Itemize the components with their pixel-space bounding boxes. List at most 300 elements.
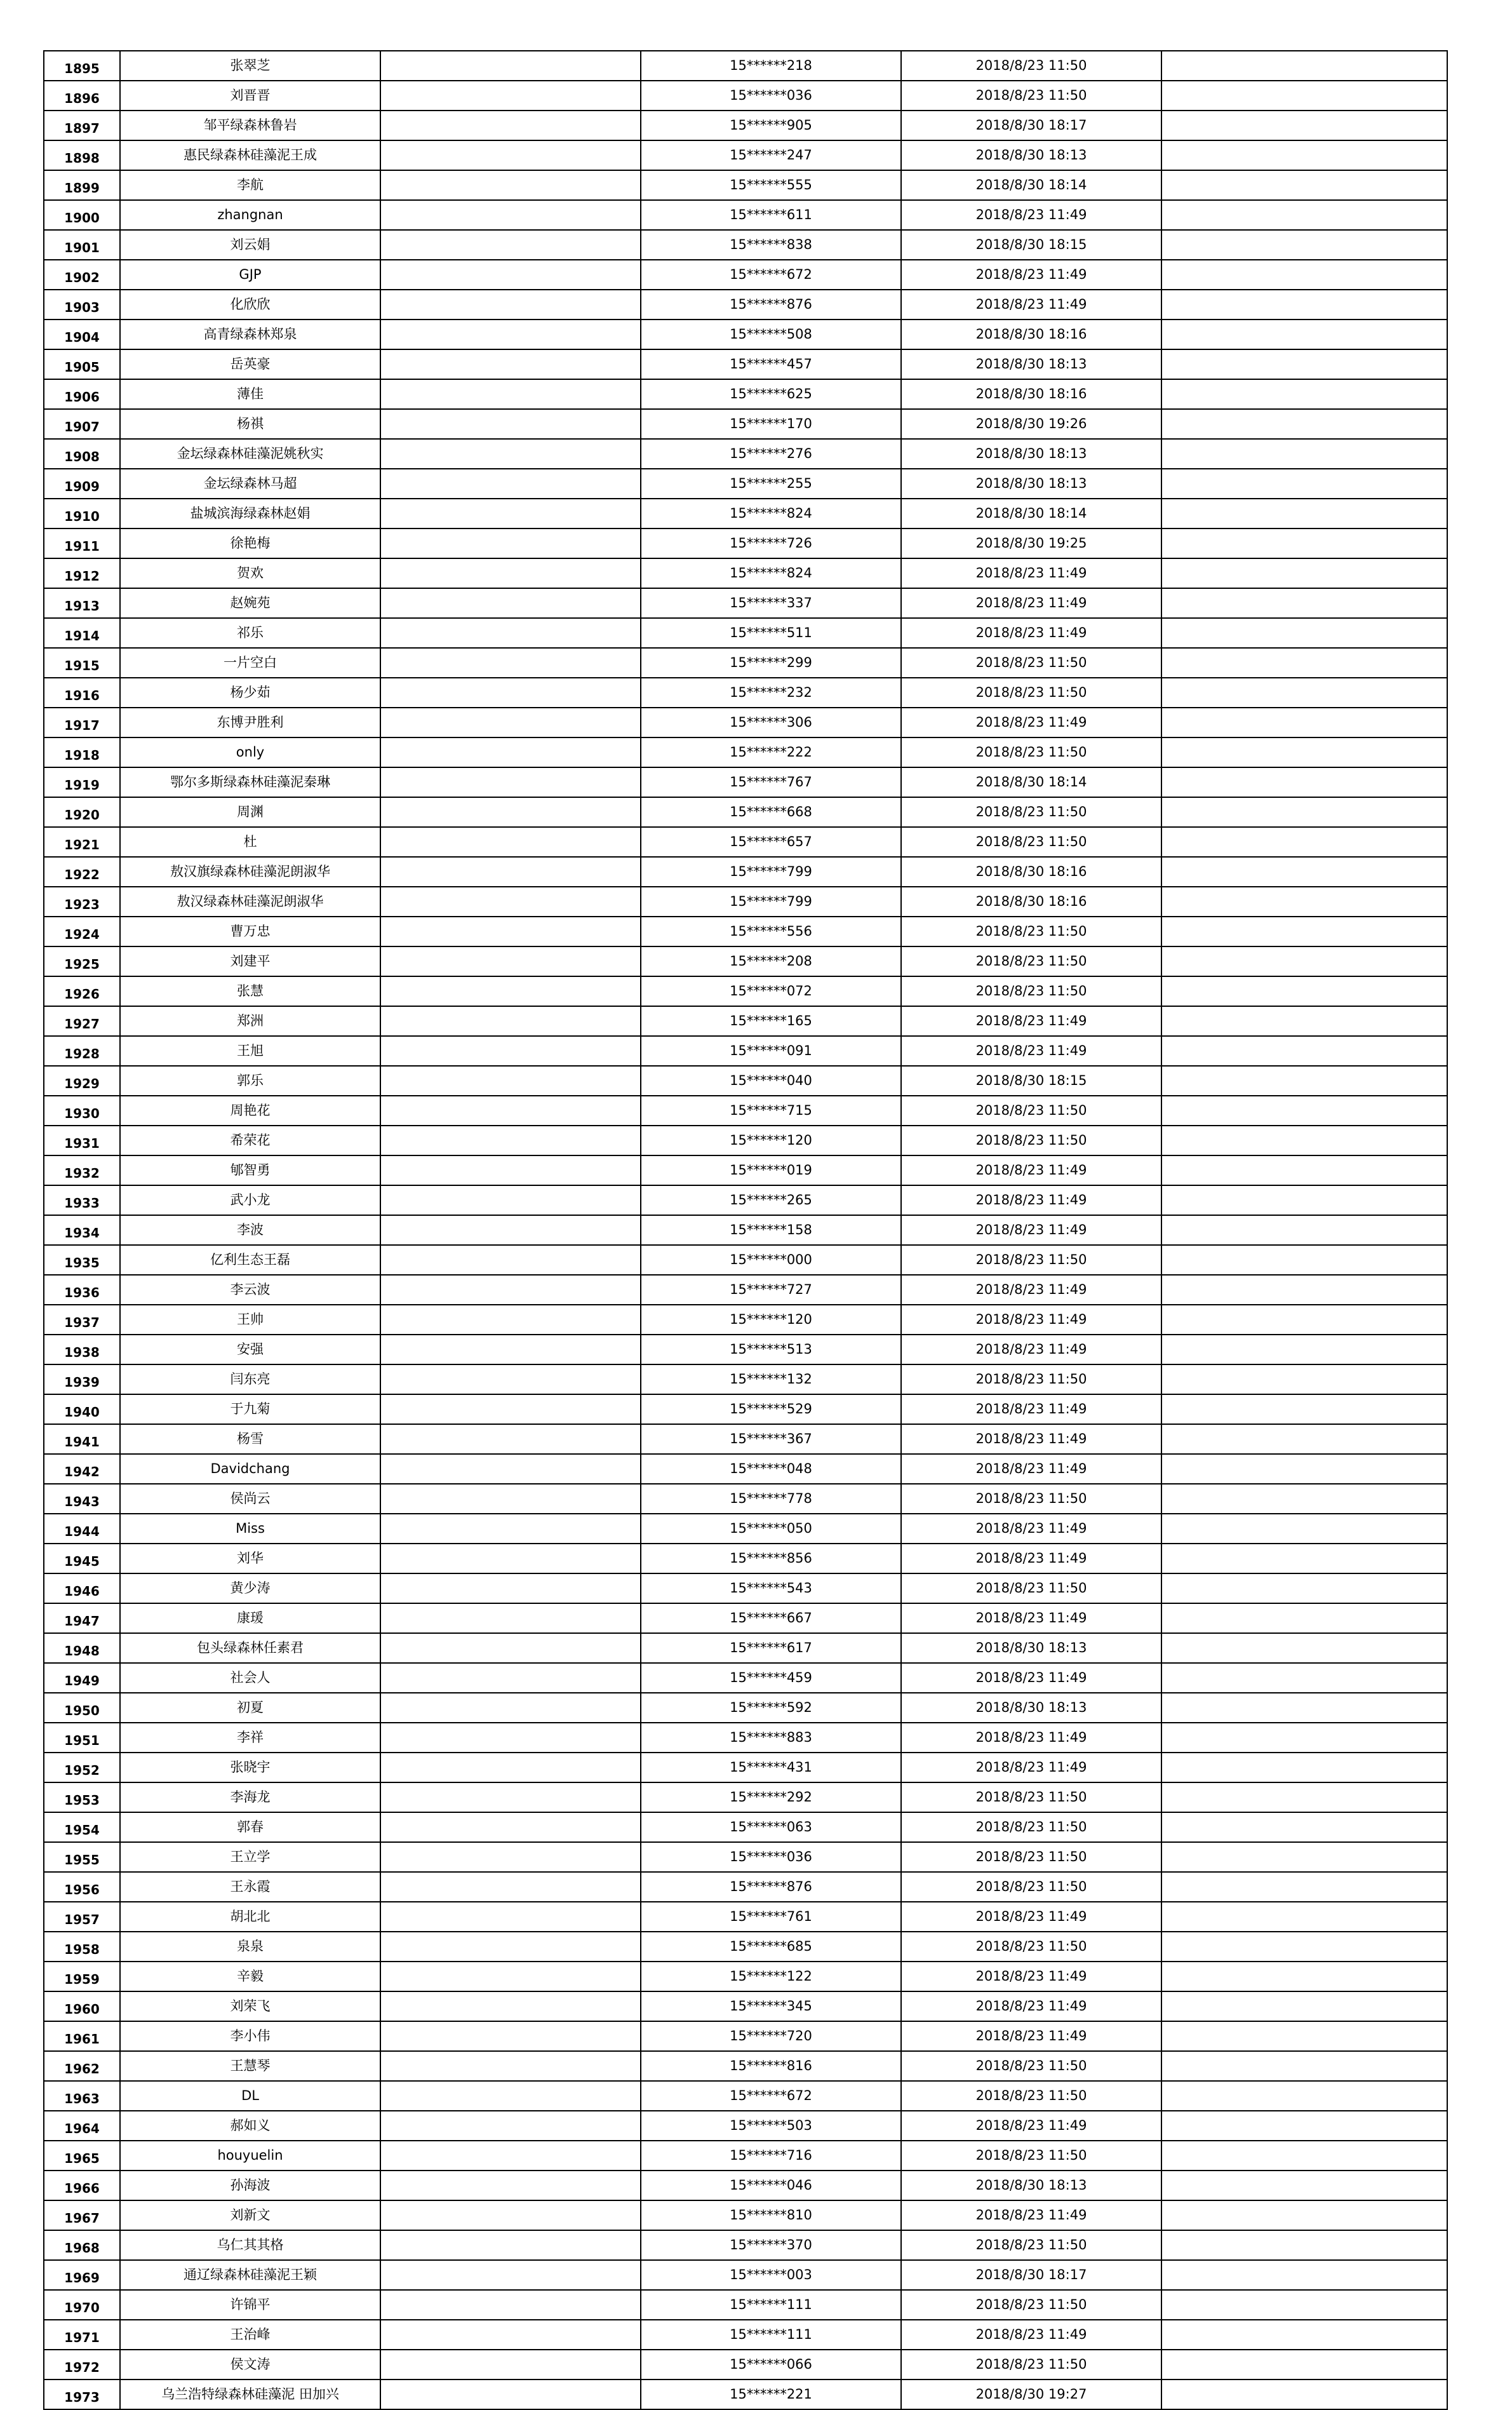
name-cell: 李航	[120, 170, 380, 200]
table-row	[44, 887, 1447, 917]
note-cell	[380, 1842, 641, 1872]
phone-cell: 15******726	[641, 528, 901, 558]
time-cell: 2018/8/23 11:50	[901, 1245, 1161, 1275]
note-cell	[380, 499, 641, 528]
name-cell: 徐艳梅	[120, 528, 380, 558]
extra-cell	[1161, 1693, 1447, 1723]
table-row	[44, 2141, 1447, 2171]
row-number-cell: 1925	[44, 946, 120, 976]
name-cell: 杨祺	[120, 409, 380, 439]
row-number-cell: 1905	[44, 349, 120, 379]
extra-cell	[1161, 976, 1447, 1006]
name-cell: 初夏	[120, 1693, 380, 1723]
phone-cell: 15******158	[641, 1215, 901, 1245]
row-number-cell: 1944	[44, 1514, 120, 1544]
row-number-cell: 1917	[44, 708, 120, 737]
table-body	[44, 51, 1447, 2409]
note-cell	[380, 1902, 641, 1932]
extra-cell	[1161, 349, 1447, 379]
time-cell: 2018/8/30 18:13	[901, 2171, 1161, 2200]
time-cell: 2018/8/23 11:49	[901, 2021, 1161, 2051]
time-cell: 2018/8/30 18:15	[901, 230, 1161, 260]
row-number-cell: 1941	[44, 1424, 120, 1454]
name-cell: 刘荣飞	[120, 1991, 380, 2021]
row-number-cell: 1971	[44, 2320, 120, 2350]
row-number-cell: 1895	[44, 51, 120, 81]
note-cell	[380, 1603, 641, 1633]
phone-cell: 15******299	[641, 648, 901, 678]
row-number-cell: 1939	[44, 1364, 120, 1394]
row-number-cell: 1948	[44, 1633, 120, 1663]
phone-cell: 15******232	[641, 678, 901, 708]
phone-cell: 15******132	[641, 1364, 901, 1394]
row-number-cell: 1896	[44, 81, 120, 111]
row-number-cell: 1938	[44, 1335, 120, 1364]
note-cell	[380, 2021, 641, 2051]
extra-cell	[1161, 2380, 1447, 2409]
extra-cell	[1161, 1096, 1447, 1126]
row-number-cell: 1924	[44, 917, 120, 946]
time-cell: 2018/8/23 11:50	[901, 1484, 1161, 1514]
row-number-cell: 1946	[44, 1573, 120, 1603]
table-row	[44, 797, 1447, 827]
extra-cell	[1161, 469, 1447, 499]
phone-cell: 15******337	[641, 588, 901, 618]
extra-cell	[1161, 499, 1447, 528]
table-row	[44, 1693, 1447, 1723]
note-cell	[380, 260, 641, 290]
row-number-cell: 1947	[44, 1603, 120, 1633]
time-cell: 2018/8/30 18:13	[901, 1693, 1161, 1723]
note-cell	[380, 558, 641, 588]
note-cell	[380, 1335, 641, 1364]
extra-cell	[1161, 2350, 1447, 2380]
note-cell	[380, 1663, 641, 1693]
extra-cell	[1161, 1872, 1447, 1902]
note-cell	[380, 618, 641, 648]
phone-cell: 15******657	[641, 827, 901, 857]
row-number-cell: 1951	[44, 1723, 120, 1753]
phone-cell: 15******667	[641, 1603, 901, 1633]
note-cell	[380, 1305, 641, 1335]
row-number-cell: 1897	[44, 111, 120, 140]
note-cell	[380, 290, 641, 320]
row-number-cell: 1954	[44, 1812, 120, 1842]
time-cell: 2018/8/23 11:50	[901, 2081, 1161, 2111]
table-row	[44, 1723, 1447, 1753]
table-row	[44, 558, 1447, 588]
time-cell: 2018/8/23 11:49	[901, 1424, 1161, 1454]
table-row	[44, 2051, 1447, 2081]
note-cell	[380, 857, 641, 887]
extra-cell	[1161, 618, 1447, 648]
time-cell: 2018/8/30 18:17	[901, 2260, 1161, 2290]
table-row	[44, 1036, 1447, 1066]
table-row	[44, 140, 1447, 170]
extra-cell	[1161, 1812, 1447, 1842]
phone-cell: 15******778	[641, 1484, 901, 1514]
extra-cell	[1161, 1991, 1447, 2021]
table-row	[44, 170, 1447, 200]
row-number-cell: 1909	[44, 469, 120, 499]
extra-cell	[1161, 767, 1447, 797]
table-row	[44, 51, 1447, 81]
extra-cell	[1161, 230, 1447, 260]
row-number-cell: 1963	[44, 2081, 120, 2111]
name-cell: Davidchang	[120, 1454, 380, 1484]
note-cell	[380, 2141, 641, 2171]
extra-cell	[1161, 1245, 1447, 1275]
time-cell: 2018/8/23 11:50	[901, 678, 1161, 708]
row-number-cell: 1915	[44, 648, 120, 678]
note-cell	[380, 1484, 641, 1514]
row-number-cell: 1906	[44, 379, 120, 409]
extra-cell	[1161, 1842, 1447, 1872]
phone-cell: 15******810	[641, 2200, 901, 2230]
name-cell: 周渊	[120, 797, 380, 827]
note-cell	[380, 678, 641, 708]
note-cell	[380, 1812, 641, 1842]
phone-cell: 15******345	[641, 1991, 901, 2021]
table-row	[44, 1454, 1447, 1484]
phone-cell: 15******019	[641, 1155, 901, 1185]
name-cell: 王慧琴	[120, 2051, 380, 2081]
name-cell: 辛毅	[120, 1962, 380, 1991]
extra-cell	[1161, 1544, 1447, 1573]
phone-cell: 15******720	[641, 2021, 901, 2051]
time-cell: 2018/8/23 11:49	[901, 588, 1161, 618]
name-cell: 惠民绿森林硅藻泥王成	[120, 140, 380, 170]
name-cell: 一片空白	[120, 648, 380, 678]
table-row	[44, 1185, 1447, 1215]
extra-cell	[1161, 290, 1447, 320]
phone-cell: 15******306	[641, 708, 901, 737]
time-cell: 2018/8/23 11:49	[901, 1962, 1161, 1991]
row-number-cell: 1907	[44, 409, 120, 439]
phone-cell: 15******555	[641, 170, 901, 200]
note-cell	[380, 1633, 641, 1663]
note-cell	[380, 1155, 641, 1185]
extra-cell	[1161, 2171, 1447, 2200]
time-cell: 2018/8/23 11:50	[901, 2290, 1161, 2320]
table-row	[44, 2111, 1447, 2141]
extra-cell	[1161, 1603, 1447, 1633]
phone-cell: 15******767	[641, 767, 901, 797]
time-cell: 2018/8/23 11:49	[901, 1454, 1161, 1484]
row-number-cell: 1965	[44, 2141, 120, 2171]
note-cell	[380, 170, 641, 200]
name-cell: 王立学	[120, 1842, 380, 1872]
name-cell: 李云波	[120, 1275, 380, 1305]
name-cell: 王旭	[120, 1036, 380, 1066]
time-cell: 2018/8/30 18:13	[901, 140, 1161, 170]
note-cell	[380, 230, 641, 260]
row-number-cell: 1959	[44, 1962, 120, 1991]
extra-cell	[1161, 260, 1447, 290]
note-cell	[380, 1723, 641, 1753]
name-cell: 李波	[120, 1215, 380, 1245]
phone-cell: 15******503	[641, 2111, 901, 2141]
phone-cell: 15******370	[641, 2230, 901, 2260]
registration-table	[43, 50, 1448, 2410]
time-cell: 2018/8/23 11:50	[901, 917, 1161, 946]
extra-cell	[1161, 1932, 1447, 1962]
note-cell	[380, 409, 641, 439]
extra-cell	[1161, 1394, 1447, 1424]
time-cell: 2018/8/30 18:13	[901, 1633, 1161, 1663]
phone-cell: 15******617	[641, 1633, 901, 1663]
table-row	[44, 2230, 1447, 2260]
name-cell: 祁乐	[120, 618, 380, 648]
table-row	[44, 528, 1447, 558]
table-row	[44, 1962, 1447, 1991]
phone-cell: 15******672	[641, 2081, 901, 2111]
time-cell: 2018/8/30 19:26	[901, 409, 1161, 439]
time-cell: 2018/8/30 18:13	[901, 439, 1161, 469]
extra-cell	[1161, 111, 1447, 140]
phone-cell: 15******513	[641, 1335, 901, 1364]
table-row	[44, 767, 1447, 797]
phone-cell: 15******685	[641, 1932, 901, 1962]
table-row	[44, 917, 1447, 946]
name-cell: 李祥	[120, 1723, 380, 1753]
name-cell: 康瑗	[120, 1603, 380, 1633]
row-number-cell: 1900	[44, 200, 120, 230]
name-cell: zhangnan	[120, 200, 380, 230]
phone-cell: 15******208	[641, 946, 901, 976]
table-row	[44, 320, 1447, 349]
phone-cell: 15******431	[641, 1753, 901, 1782]
row-number-cell: 1921	[44, 827, 120, 857]
phone-cell: 15******222	[641, 737, 901, 767]
name-cell: 敖汉绿森林硅藻泥朗淑华	[120, 887, 380, 917]
time-cell: 2018/8/23 11:49	[901, 2320, 1161, 2350]
extra-cell	[1161, 1484, 1447, 1514]
extra-cell	[1161, 1753, 1447, 1782]
time-cell: 2018/8/30 18:14	[901, 499, 1161, 528]
row-number-cell: 1958	[44, 1932, 120, 1962]
table-row	[44, 1782, 1447, 1812]
table-row	[44, 1603, 1447, 1633]
phone-cell: 15******529	[641, 1394, 901, 1424]
table-row	[44, 708, 1447, 737]
time-cell: 2018/8/23 11:50	[901, 51, 1161, 81]
row-number-cell: 1914	[44, 618, 120, 648]
phone-cell: 15******856	[641, 1544, 901, 1573]
note-cell	[380, 797, 641, 827]
name-cell: 侯尚云	[120, 1484, 380, 1514]
name-cell: 化欣欣	[120, 290, 380, 320]
extra-cell	[1161, 797, 1447, 827]
name-cell: 金坛绿森林马超	[120, 469, 380, 499]
name-cell: 闫东亮	[120, 1364, 380, 1394]
time-cell: 2018/8/23 11:49	[901, 558, 1161, 588]
table-row	[44, 260, 1447, 290]
extra-cell	[1161, 588, 1447, 618]
note-cell	[380, 81, 641, 111]
name-cell: 王帅	[120, 1305, 380, 1335]
table-row	[44, 1424, 1447, 1454]
name-cell: 黄少涛	[120, 1573, 380, 1603]
phone-cell: 15******459	[641, 1663, 901, 1693]
extra-cell	[1161, 2141, 1447, 2171]
extra-cell	[1161, 2320, 1447, 2350]
note-cell	[380, 917, 641, 946]
name-cell: 王永霞	[120, 1872, 380, 1902]
time-cell: 2018/8/23 11:49	[901, 1275, 1161, 1305]
time-cell: 2018/8/23 11:50	[901, 2350, 1161, 2380]
note-cell	[380, 1991, 641, 2021]
extra-cell	[1161, 946, 1447, 976]
time-cell: 2018/8/30 18:16	[901, 379, 1161, 409]
table-row	[44, 1484, 1447, 1514]
note-cell	[380, 1544, 641, 1573]
extra-cell	[1161, 1902, 1447, 1932]
table-row	[44, 1633, 1447, 1663]
table-row	[44, 1812, 1447, 1842]
table-row	[44, 2171, 1447, 2200]
time-cell: 2018/8/23 11:49	[901, 618, 1161, 648]
extra-cell	[1161, 648, 1447, 678]
row-number-cell: 1945	[44, 1544, 120, 1573]
note-cell	[380, 767, 641, 797]
note-cell	[380, 528, 641, 558]
table-row	[44, 2350, 1447, 2380]
row-number-cell: 1943	[44, 1484, 120, 1514]
phone-cell: 15******824	[641, 499, 901, 528]
extra-cell	[1161, 2290, 1447, 2320]
note-cell	[380, 887, 641, 917]
name-cell: 曹万忠	[120, 917, 380, 946]
extra-cell	[1161, 887, 1447, 917]
row-number-cell: 1901	[44, 230, 120, 260]
time-cell: 2018/8/23 11:49	[901, 1544, 1161, 1573]
name-cell: 高青绿森林郑泉	[120, 320, 380, 349]
time-cell: 2018/8/23 11:49	[901, 1723, 1161, 1753]
phone-cell: 15******292	[641, 1782, 901, 1812]
phone-cell: 15******592	[641, 1693, 901, 1723]
phone-cell: 15******761	[641, 1902, 901, 1932]
table-row	[44, 618, 1447, 648]
time-cell: 2018/8/23 11:49	[901, 708, 1161, 737]
row-number-cell: 1902	[44, 260, 120, 290]
time-cell: 2018/8/23 11:50	[901, 1573, 1161, 1603]
phone-cell: 15******165	[641, 1006, 901, 1036]
extra-cell	[1161, 708, 1447, 737]
row-number-cell: 1942	[44, 1454, 120, 1484]
name-cell: 敖汉旗绿森林硅藻泥朗淑华	[120, 857, 380, 887]
time-cell: 2018/8/23 11:50	[901, 2141, 1161, 2171]
note-cell	[380, 1872, 641, 1902]
name-cell: 薄佳	[120, 379, 380, 409]
note-cell	[380, 2200, 641, 2230]
extra-cell	[1161, 2230, 1447, 2260]
extra-cell	[1161, 140, 1447, 170]
row-number-cell: 1950	[44, 1693, 120, 1723]
table-row	[44, 1275, 1447, 1305]
row-number-cell: 1904	[44, 320, 120, 349]
phone-cell: 15******265	[641, 1185, 901, 1215]
note-cell	[380, 976, 641, 1006]
name-cell: 张慧	[120, 976, 380, 1006]
time-cell: 2018/8/23 11:49	[901, 1185, 1161, 1215]
phone-cell: 15******111	[641, 2290, 901, 2320]
row-number-cell: 1935	[44, 1245, 120, 1275]
time-cell: 2018/8/23 11:50	[901, 648, 1161, 678]
phone-cell: 15******063	[641, 1812, 901, 1842]
time-cell: 2018/8/23 11:50	[901, 797, 1161, 827]
table-row	[44, 1394, 1447, 1424]
name-cell: 社会人	[120, 1663, 380, 1693]
name-cell: 刘华	[120, 1544, 380, 1573]
row-number-cell: 1970	[44, 2290, 120, 2320]
phone-cell: 15******727	[641, 1275, 901, 1305]
table-row	[44, 2260, 1447, 2290]
phone-cell: 15******072	[641, 976, 901, 1006]
time-cell: 2018/8/23 11:50	[901, 2230, 1161, 2260]
name-cell: 鄂尔多斯绿森林硅藻泥秦琳	[120, 767, 380, 797]
phone-cell: 15******457	[641, 349, 901, 379]
name-cell: 王治峰	[120, 2320, 380, 2350]
note-cell	[380, 2081, 641, 2111]
time-cell: 2018/8/30 19:25	[901, 528, 1161, 558]
time-cell: 2018/8/30 18:13	[901, 349, 1161, 379]
table-row	[44, 1514, 1447, 1544]
extra-cell	[1161, 1036, 1447, 1066]
table-row	[44, 111, 1447, 140]
name-cell: 盐城滨海绿森林赵娟	[120, 499, 380, 528]
extra-cell	[1161, 1185, 1447, 1215]
row-number-cell: 1911	[44, 528, 120, 558]
phone-cell: 15******715	[641, 1096, 901, 1126]
note-cell	[380, 1753, 641, 1782]
time-cell: 2018/8/23 11:50	[901, 976, 1161, 1006]
phone-cell: 15******556	[641, 917, 901, 946]
name-cell: 贺欢	[120, 558, 380, 588]
time-cell: 2018/8/23 11:49	[901, 1753, 1161, 1782]
note-cell	[380, 1514, 641, 1544]
row-number-cell: 1933	[44, 1185, 120, 1215]
name-cell: 胡北北	[120, 1902, 380, 1932]
time-cell: 2018/8/23 11:50	[901, 1932, 1161, 1962]
time-cell: 2018/8/23 11:50	[901, 1096, 1161, 1126]
name-cell: 李海龙	[120, 1782, 380, 1812]
extra-cell	[1161, 1126, 1447, 1155]
phone-cell: 15******122	[641, 1962, 901, 1991]
name-cell: 刘建平	[120, 946, 380, 976]
time-cell: 2018/8/23 11:50	[901, 827, 1161, 857]
table-row	[44, 499, 1447, 528]
extra-cell	[1161, 1573, 1447, 1603]
note-cell	[380, 200, 641, 230]
row-number-cell: 1936	[44, 1275, 120, 1305]
note-cell	[380, 2260, 641, 2290]
name-cell: 郇智勇	[120, 1155, 380, 1185]
extra-cell	[1161, 1514, 1447, 1544]
time-cell: 2018/8/23 11:49	[901, 1663, 1161, 1693]
note-cell	[380, 2230, 641, 2260]
row-number-cell: 1952	[44, 1753, 120, 1782]
row-number-cell: 1962	[44, 2051, 120, 2081]
extra-cell	[1161, 1424, 1447, 1454]
note-cell	[380, 2290, 641, 2320]
phone-cell: 15******508	[641, 320, 901, 349]
note-cell	[380, 379, 641, 409]
name-cell: 郭乐	[120, 1066, 380, 1096]
row-number-cell: 1912	[44, 558, 120, 588]
row-number-cell: 1937	[44, 1305, 120, 1335]
row-number-cell: 1969	[44, 2260, 120, 2290]
